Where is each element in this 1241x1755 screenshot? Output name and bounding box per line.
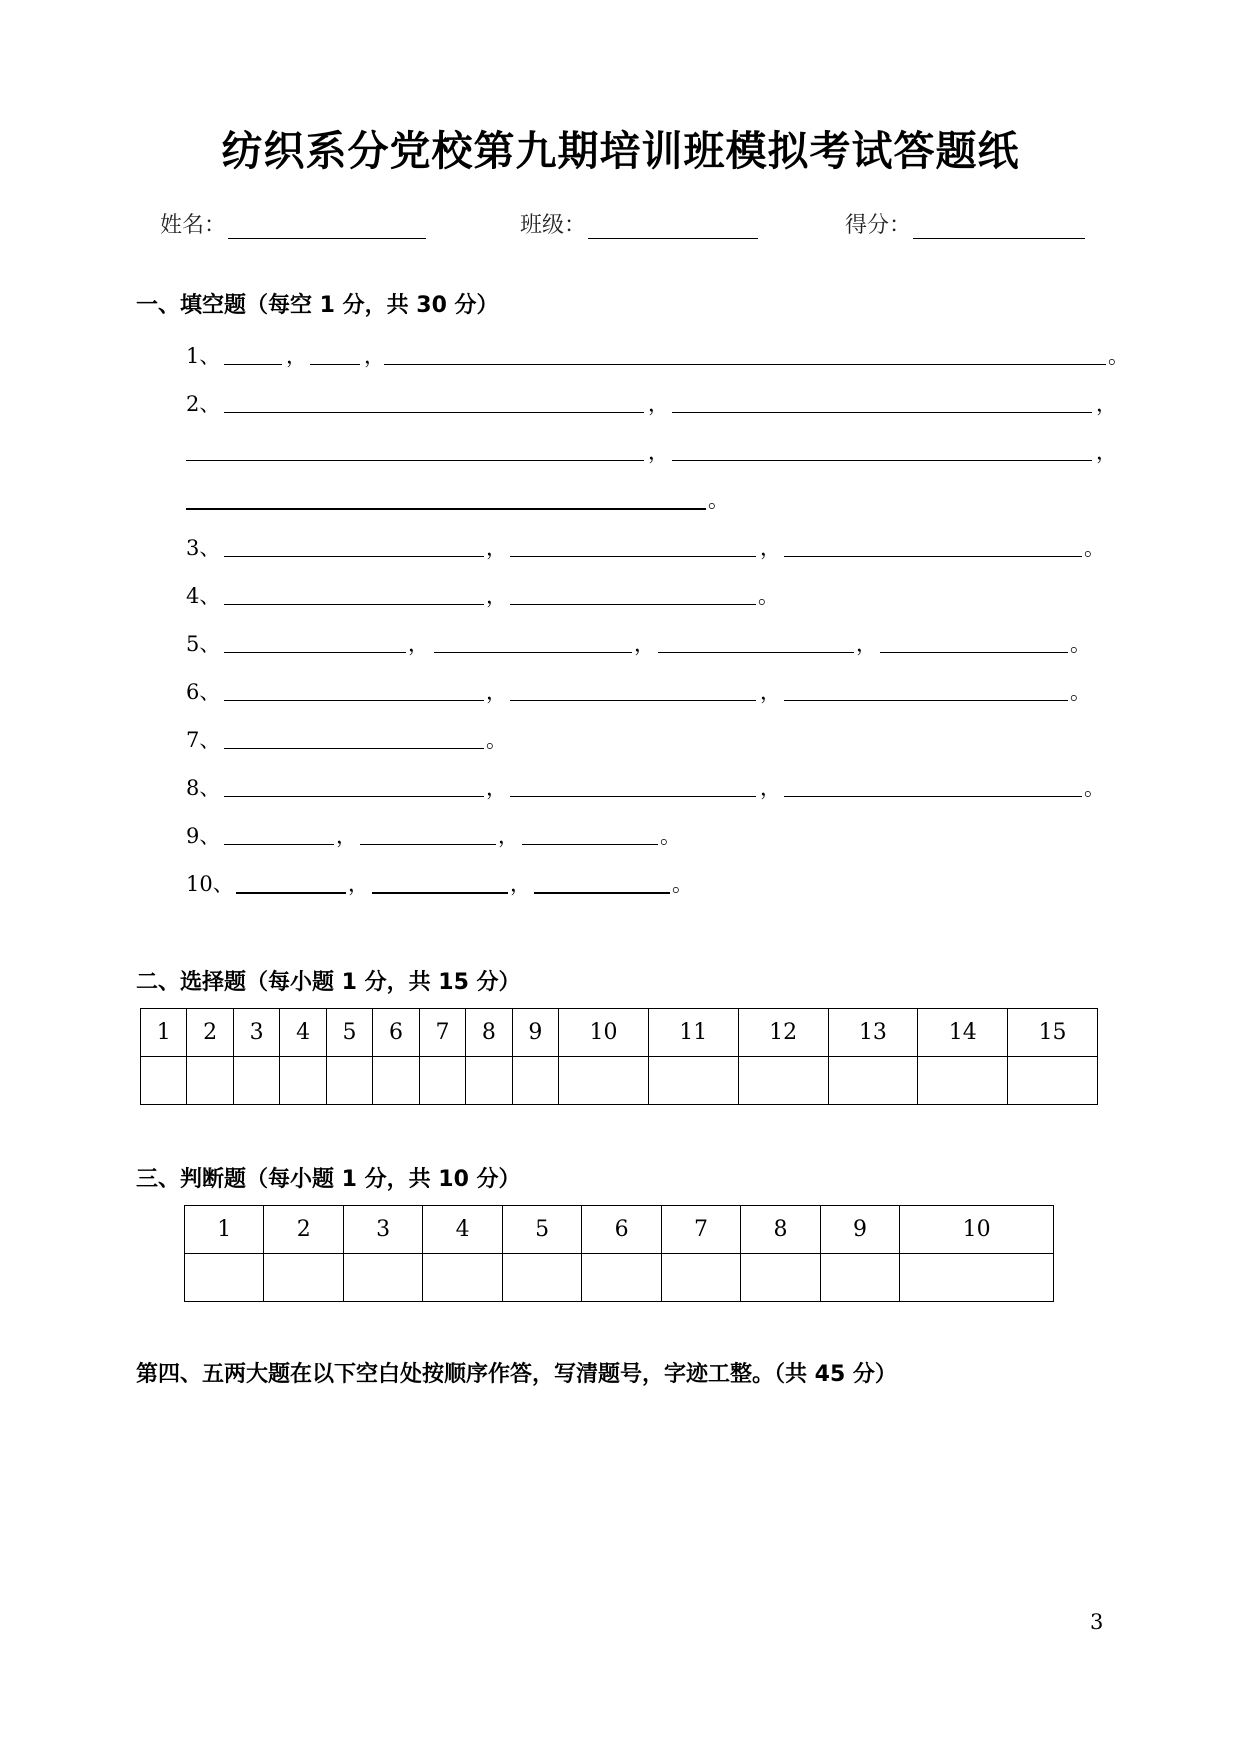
comma: ， [348,872,369,896]
choice-number: 1 [141,1009,187,1057]
choice-answer-cell[interactable] [918,1057,1008,1105]
answer-blank[interactable] [534,868,670,894]
judge-answer-cell[interactable] [741,1254,820,1302]
fill-continuation [186,436,1126,466]
comma: ， [634,632,655,656]
question-number: 10、 [186,872,234,896]
answer-blank[interactable] [310,340,360,365]
comma: ， [486,536,507,560]
comma: ， [498,824,519,848]
comma: ， [760,536,781,560]
choice-answer-cell[interactable] [373,1057,419,1105]
answer-blank[interactable] [384,340,1106,365]
name-field [160,208,426,239]
judge-number: 6 [582,1206,661,1254]
fill-continuation [186,484,1126,514]
choice-answer-cell[interactable] [233,1057,279,1105]
comma: ， [760,680,781,704]
answer-blank[interactable] [224,724,484,749]
answer-blank[interactable] [784,532,1082,557]
choice-number: 14 [918,1009,1008,1057]
comma: ， [486,776,507,800]
answer-blank[interactable] [224,532,484,557]
choice-number: 15 [1008,1009,1098,1057]
choice-answer-cell[interactable] [141,1057,187,1105]
answer-blank[interactable] [510,772,756,797]
question-number: 1、 [186,344,221,368]
judge-number: 7 [661,1206,740,1254]
judge-number-row [185,1206,1054,1254]
choice-answer-cell[interactable] [326,1057,372,1105]
answer-blank[interactable] [360,820,496,845]
comma: ， [510,872,531,896]
answer-blank[interactable] [224,628,406,653]
comma: ， [760,776,781,800]
fill-question [186,580,1126,610]
judge-number: 3 [343,1206,422,1254]
fill-question [186,388,1126,418]
comma: ， [1096,392,1117,416]
judge-number: 8 [741,1206,820,1254]
choice-number: 2 [187,1009,233,1057]
period: 。 [660,824,681,848]
question-number: 2、 [186,392,221,416]
judge-number: 2 [264,1206,343,1254]
choice-answer-cell[interactable] [828,1057,918,1105]
score-field [845,208,1085,239]
answer-blank[interactable] [224,820,334,845]
question-number: 5、 [186,632,221,656]
judge-answer-table [184,1205,1054,1302]
choice-answer-cell[interactable] [466,1057,512,1105]
comma: ， [286,344,307,368]
answer-blank[interactable] [236,868,346,894]
choice-answer-cell[interactable] [648,1057,738,1105]
choice-number: 5 [326,1009,372,1057]
judge-answer-cell[interactable] [264,1254,343,1302]
fill-question [186,628,1126,658]
fill-question [186,532,1126,562]
comma: ， [1096,440,1117,464]
choice-answer-row [141,1057,1098,1105]
essay-section-heading: 第四、五两大题在以下空白处按顺序作答，写清题号，字迹工整。（共 45 分） [136,1362,897,1387]
question-number: 7、 [186,728,221,752]
answer-blank[interactable] [510,532,756,557]
judge-answer-cell[interactable] [820,1254,899,1302]
fill-section-heading: 一、填空题（每空 1 分，共 30 分） [136,293,499,318]
period: 。 [1108,344,1129,368]
answer-blank[interactable] [186,484,706,510]
choice-answer-cell[interactable] [559,1057,649,1105]
choice-number: 4 [280,1009,326,1057]
judge-number: 1 [185,1206,264,1254]
choice-section-heading: 二、选择题（每小题 1 分，共 15 分） [136,970,521,995]
judge-answer-cell[interactable] [343,1254,422,1302]
answer-blank[interactable] [224,772,484,797]
judge-section-heading: 三、判断题（每小题 1 分，共 10 分） [136,1167,521,1192]
choice-answer-table [140,1008,1098,1105]
answer-blank[interactable] [522,820,658,845]
judge-number: 5 [502,1206,581,1254]
choice-answer-cell[interactable] [738,1057,828,1105]
choice-number: 7 [419,1009,465,1057]
judge-answer-cell[interactable] [582,1254,661,1302]
question-number: 9、 [186,824,221,848]
comma: ， [486,680,507,704]
choice-answer-cell[interactable] [1008,1057,1098,1105]
answer-blank[interactable] [224,388,644,413]
fill-question [186,340,1129,370]
answer-blank[interactable] [658,628,854,653]
choice-number: 13 [828,1009,918,1057]
question-number: 3、 [186,536,221,560]
period: 。 [1084,776,1105,800]
fill-question [186,676,1126,706]
fill-question [186,772,1126,802]
choice-number: 11 [648,1009,738,1057]
comma: ， [648,440,669,464]
page-number: 3 [1090,1610,1104,1634]
choice-number: 3 [233,1009,279,1057]
answer-blank[interactable] [784,676,1068,701]
choice-number-row [141,1009,1098,1057]
comma: ， [364,344,385,368]
choice-answer-cell[interactable] [419,1057,465,1105]
page-title: 纺织系分党校第九期培训班模拟考试答题纸 [221,127,1020,175]
question-number: 6、 [186,680,221,704]
answer-blank[interactable] [880,628,1068,653]
judge-number: 4 [423,1206,502,1254]
class-blank[interactable] [588,214,758,239]
answer-blank[interactable] [784,772,1082,797]
name-label: 姓名： [160,213,227,238]
question-number: 4、 [186,584,221,608]
period: 。 [758,584,779,608]
choice-number: 10 [559,1009,649,1057]
score-blank[interactable] [913,214,1085,239]
period: 。 [1070,632,1091,656]
answer-blank[interactable] [186,436,644,461]
comma: ， [856,632,877,656]
answer-blank[interactable] [672,388,1092,413]
fill-question [186,868,1126,898]
period: 。 [672,872,693,896]
answer-blank[interactable] [224,676,484,701]
choice-number: 9 [512,1009,558,1057]
class-field [520,208,758,239]
choice-answer-cell[interactable] [280,1057,326,1105]
fill-question [186,724,1126,754]
choice-number: 12 [738,1009,828,1057]
judge-answer-cell[interactable] [900,1254,1054,1302]
comma: ， [336,824,357,848]
answer-blank[interactable] [672,436,1092,461]
comma: ， [408,632,429,656]
choice-number: 6 [373,1009,419,1057]
judge-answer-cell[interactable] [661,1254,740,1302]
judge-answer-cell[interactable] [502,1254,581,1302]
answer-blank[interactable] [510,676,756,701]
judge-answer-cell[interactable] [185,1254,264,1302]
choice-answer-cell[interactable] [512,1057,558,1105]
judge-number: 10 [900,1206,1054,1254]
period: 。 [708,488,729,512]
period: 。 [1084,536,1105,560]
period: 。 [1070,680,1091,704]
answer-blank[interactable] [224,340,282,365]
choice-answer-cell[interactable] [187,1057,233,1105]
comma: ， [648,392,669,416]
comma: ， [486,584,507,608]
answer-blank[interactable] [224,580,484,605]
answer-blank[interactable] [434,628,632,653]
score-label: 得分： [845,213,912,238]
class-label: 班级： [520,213,587,238]
answer-blank[interactable] [510,580,756,605]
name-blank[interactable] [228,214,426,239]
answer-blank[interactable] [372,868,508,894]
question-number: 8、 [186,776,221,800]
judge-answer-row [185,1254,1054,1302]
choice-number: 8 [466,1009,512,1057]
fill-question [186,820,1126,850]
period: 。 [486,728,507,752]
judge-answer-cell[interactable] [423,1254,502,1302]
judge-number: 9 [820,1206,899,1254]
